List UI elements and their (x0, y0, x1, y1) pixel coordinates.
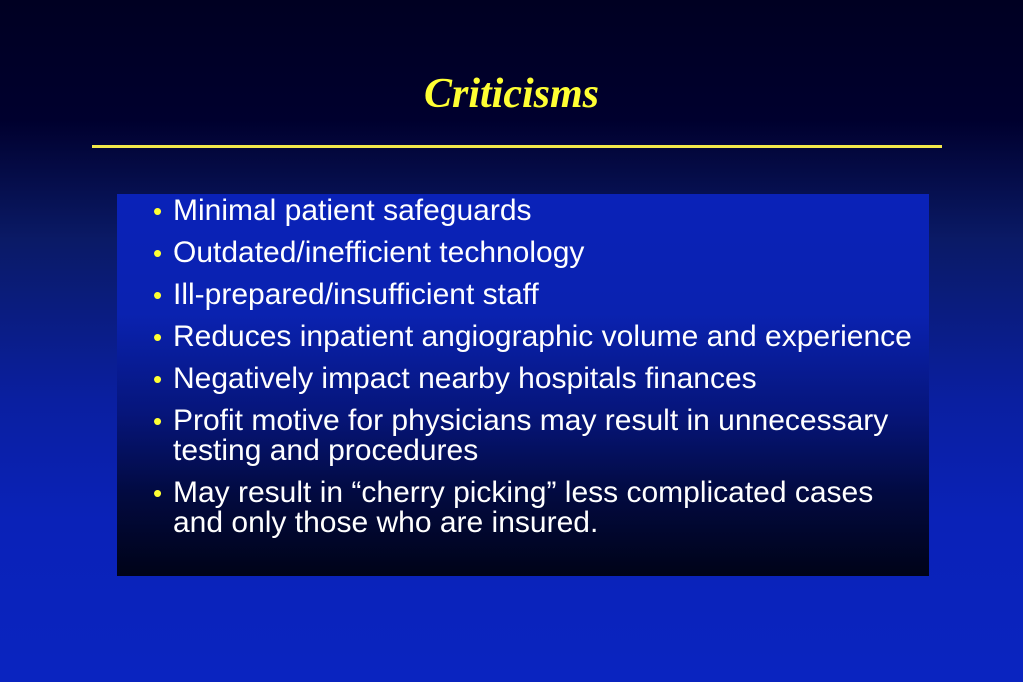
bullet-text: Ill-prepared/insufficient staff (173, 278, 539, 311)
bullet-dot-icon: • (153, 478, 163, 508)
bullet-item (153, 280, 923, 310)
bullet-text: Outdated/inefficient technology (173, 236, 585, 269)
bullet-text: Profit motive for physicians may result in unnecessary testing and procedures (173, 404, 889, 467)
bullet-dot-icon: • (153, 364, 163, 394)
bullet-text: Minimal patient safeguards (173, 194, 532, 227)
bullet-dot-icon: • (153, 406, 163, 436)
slide-title: Criticisms (423, 71, 600, 117)
bullet-dot-icon: • (153, 238, 163, 268)
bullet-item (153, 322, 923, 352)
bullet-panel (117, 194, 929, 576)
bullet-item (153, 364, 923, 394)
title-underline (92, 145, 942, 148)
bullet-list (153, 194, 923, 550)
bullet-text: May result in “cherry picking” less complicated cases and only those who are insured. (173, 476, 874, 539)
bullet-dot-icon: • (153, 196, 163, 226)
bullet-dot-icon: • (153, 322, 163, 352)
bullet-item (153, 406, 923, 466)
bullet-item (153, 478, 923, 538)
bullet-dot-icon: • (153, 280, 163, 310)
bullet-item (153, 196, 923, 226)
bullet-text: Reduces inpatient angiographic volume and experience (173, 320, 912, 353)
bullet-text: Negatively impact nearby hospitals finances (173, 362, 757, 395)
bullet-item (153, 238, 923, 268)
